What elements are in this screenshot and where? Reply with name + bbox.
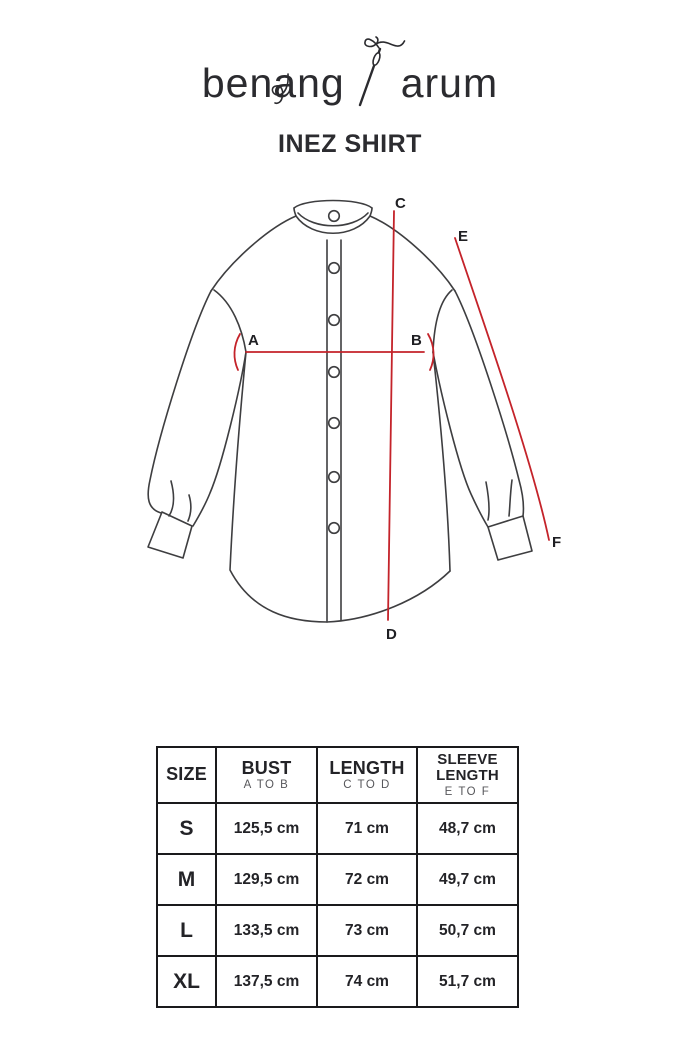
button [329, 418, 340, 429]
sleeve-length-cell: 49,7 cm [417, 854, 518, 905]
placket [327, 240, 341, 621]
length-cell: 72 cm [317, 854, 417, 905]
column-header-size: SIZE [157, 747, 216, 803]
left-sleeve-outer [148, 291, 211, 513]
length-cell: 74 cm [317, 956, 417, 1007]
sleeve-length-cell: 50,7 cm [417, 905, 518, 956]
table-row-s [157, 803, 518, 854]
button [329, 367, 340, 378]
right-armhole [433, 290, 452, 352]
button [329, 523, 340, 534]
table-row-xl [157, 956, 518, 1007]
size-cell: M [157, 854, 216, 905]
measure-line-length [388, 211, 394, 620]
brand-word-arum: arum [400, 60, 499, 106]
left-shoulder [211, 216, 296, 291]
length-cell: 73 cm [317, 905, 417, 956]
measure-label-f: F [552, 534, 562, 551]
left-cuff [148, 512, 192, 558]
bust-cell: 125,5 cm [216, 803, 317, 854]
size-table [156, 746, 519, 1008]
size-cell: XL [157, 956, 216, 1007]
measure-label-e: E [458, 228, 469, 245]
sleeve-length-cell: 48,7 cm [417, 803, 518, 854]
measure-label-c: C [395, 195, 406, 212]
column-header-sleeve-length: SLEEVE LENGTH E TO F [417, 747, 518, 803]
length-cell: 71 cm [317, 803, 417, 854]
left-armhole [214, 290, 246, 352]
shirt-outline [148, 201, 532, 623]
bust-cell: 137,5 cm [216, 956, 317, 1007]
measure-label-a: A [248, 332, 259, 349]
buttons [329, 211, 340, 534]
table-row-m [157, 854, 518, 905]
column-header-bust: BUST A TO B [216, 747, 317, 803]
table-row-l [157, 905, 518, 956]
shirt-illustration [120, 190, 580, 650]
measure-line-sleeve [455, 238, 549, 540]
button [329, 211, 340, 222]
button [329, 315, 340, 326]
button [329, 263, 340, 274]
right-shoulder [370, 216, 455, 291]
brand-word-benang-text: benang [201, 60, 345, 106]
button [329, 472, 340, 483]
page-title: INEZ SHIRT [278, 130, 422, 158]
collar [294, 201, 372, 209]
measure-tick-a [234, 334, 240, 370]
right-side-seam [433, 352, 450, 571]
left-side-seam [230, 352, 327, 622]
size-cell: L [157, 905, 216, 956]
measure-label-b: B [411, 332, 422, 349]
header-row [157, 747, 518, 803]
sleeve-length-cell: 51,7 cm [417, 956, 518, 1007]
right-sleeve-outer [455, 291, 524, 516]
bust-cell: 129,5 cm [216, 854, 317, 905]
bust-cell: 133,5 cm [216, 905, 317, 956]
size-cell: S [157, 803, 216, 854]
right-cuff [488, 516, 532, 560]
column-header-length: LENGTH C TO D [317, 747, 417, 803]
measure-label-d: D [386, 626, 397, 643]
